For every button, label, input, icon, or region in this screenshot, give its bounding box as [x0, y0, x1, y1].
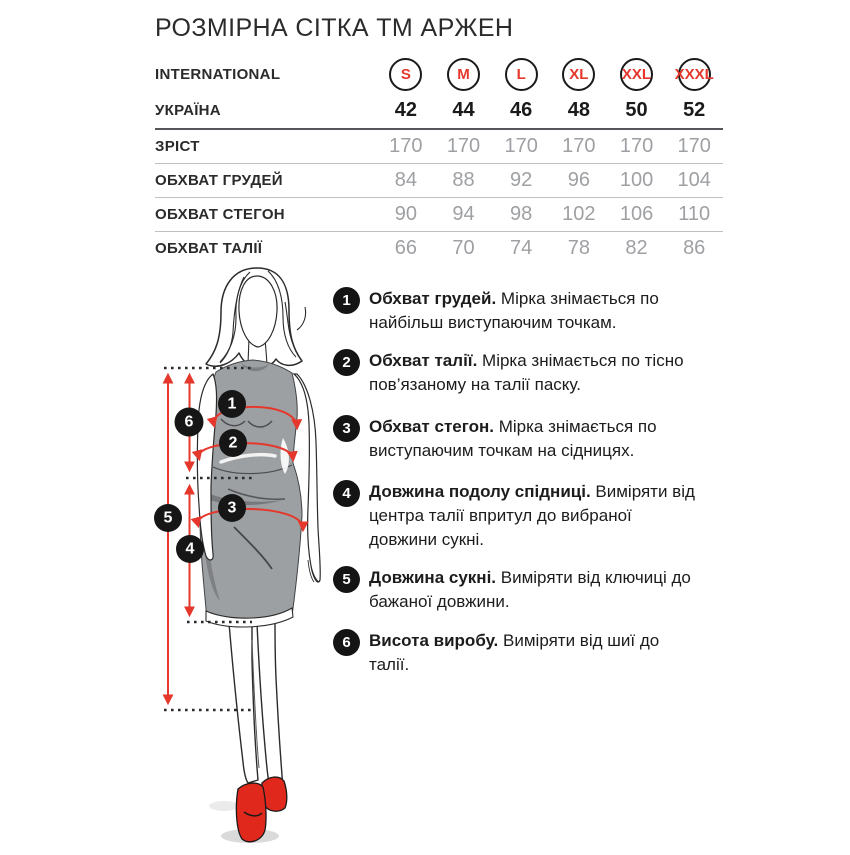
measure-value: 92 [510, 169, 533, 191]
measure-value: 170 [446, 135, 481, 157]
size-badge-label: XXXL [674, 66, 714, 83]
measure-value: 170 [677, 135, 711, 157]
intl-size-cell [492, 58, 550, 91]
table-row-international [155, 56, 723, 93]
legend-desc: Виміряти від ключиці до бажаної довжини. [369, 568, 691, 611]
figure-marker-6 [175, 408, 204, 437]
table-row-chest [155, 163, 723, 197]
figure-marker-3 [218, 494, 246, 522]
size-badge-label: S [400, 66, 411, 83]
legend-term: Висота виробу. [369, 631, 499, 650]
table-row-height [155, 130, 723, 163]
size-table [155, 56, 723, 265]
measure-value: 170 [504, 135, 538, 157]
measure-value: 82 [625, 237, 648, 259]
left-leg [229, 623, 258, 783]
legend-term: Обхват грудей. [369, 289, 497, 308]
figure-marker-5 [154, 504, 182, 532]
row-label-international: INTERNATIONAL [155, 66, 281, 83]
front-shoe [236, 783, 266, 842]
size-badge-label: L [516, 66, 526, 83]
row-label-ukraine: УКРАЇНА [155, 102, 221, 119]
measure-value: 70 [452, 237, 475, 259]
row-label: ОБХВАТ ТАЛІЇ [155, 240, 263, 257]
figure-marker-4 [176, 535, 204, 563]
measure-value: 96 [567, 169, 590, 191]
table-row-hips [155, 197, 723, 231]
legend-text [369, 480, 704, 552]
intl-size-cell [435, 58, 493, 91]
measure-value: 86 [683, 237, 706, 259]
legend-number-badge: 2 [333, 349, 360, 376]
legend-item-hips [333, 415, 704, 463]
measure-value: 88 [452, 169, 475, 191]
legend-item-skirt-length [333, 480, 704, 552]
measure-value: 90 [394, 203, 417, 225]
intl-size-cell [377, 58, 435, 91]
size-badge-label: M [457, 66, 470, 83]
measure-value: 110 [678, 203, 711, 225]
ukraine-size-value: 44 [452, 99, 475, 121]
legend-desc: Мірка знімається по виступаючим точкам на сідницях. [369, 417, 657, 460]
measurements-body [155, 128, 723, 265]
red-shoes [236, 777, 286, 842]
intl-size-cell [665, 58, 723, 91]
size-badge-xxxl [674, 58, 714, 91]
measurement-figure [140, 265, 340, 850]
legend-desc: Мірка знімається по найбільш виступаючим точкам. [369, 289, 659, 332]
marker-label: 4 [185, 540, 195, 558]
measure-value: 100 [619, 169, 654, 191]
measure-value: 74 [510, 237, 533, 259]
marker-label: 1 [227, 395, 237, 413]
ukraine-size-value: 48 [567, 99, 590, 121]
measure-value: 78 [567, 237, 590, 259]
legend-text [369, 349, 704, 397]
ukraine-size-value: 42 [394, 99, 417, 121]
measure-value: 170 [562, 135, 596, 157]
legend-number-badge: 1 [333, 287, 360, 314]
size-badge-label: XXL [621, 66, 652, 83]
legend-term: Довжина сукні. [369, 568, 497, 587]
size-badge-xl [562, 58, 595, 91]
marker-label: 2 [228, 434, 238, 452]
legend-item-chest [333, 287, 704, 335]
legend-number-badge: 4 [333, 480, 360, 507]
table-row-ukraine [155, 93, 723, 128]
legend-desc: Виміряти від шиї до талії. [369, 631, 660, 674]
legend-text [369, 629, 704, 677]
ukraine-size-value: 50 [625, 99, 648, 121]
marker-label: 3 [227, 499, 237, 517]
legend-desc: Виміряти від центра талії впритул до вибраної довжини сукні. [369, 482, 695, 549]
legend-item-waist [333, 349, 704, 397]
size-badge-m [447, 58, 480, 91]
intl-size-cell [608, 58, 666, 91]
row-label: ОБХВАТ СТЕГОН [155, 206, 285, 223]
measure-value: 104 [677, 169, 711, 191]
page-title: РОЗМІРНА СІТКА ТМ АРЖЕН [155, 14, 514, 42]
legend-term: Обхват стегон. [369, 417, 494, 436]
legend-item-dress-length [333, 566, 704, 614]
measure-value: 84 [394, 169, 417, 191]
right-leg [257, 623, 284, 804]
ukraine-size-value: 52 [683, 99, 706, 121]
size-badge-xxl [620, 58, 653, 91]
legend-term: Довжина подолу спідниці. [369, 482, 591, 501]
woman-illustration-svg [140, 265, 340, 850]
legend-item-bodice-height [333, 629, 704, 677]
legend-desc: Мірка знімається по тісно пов’язаному на талії паску. [369, 351, 684, 394]
marker-label: 5 [163, 509, 173, 527]
size-badge-l [505, 58, 538, 91]
legend-number-badge: 6 [333, 629, 360, 656]
legend-text [369, 566, 704, 614]
legend-term: Обхват талії. [369, 351, 478, 370]
marker-label: 6 [184, 413, 194, 431]
legend-text [369, 415, 704, 463]
measure-value: 66 [394, 237, 417, 259]
legend-number-badge: 5 [333, 566, 360, 593]
measure-value: 102 [562, 203, 596, 225]
measure-value: 170 [389, 135, 423, 157]
legend-text [369, 287, 704, 335]
measure-value: 106 [619, 203, 654, 225]
size-badge-s [389, 58, 422, 91]
size-badge-label: XL [569, 66, 589, 83]
table-row-waist [155, 231, 723, 265]
figure-marker-2 [219, 429, 247, 457]
row-label: ЗРІСТ [155, 138, 200, 155]
ukraine-size-value: 46 [510, 99, 533, 121]
legend-number-badge: 3 [333, 415, 360, 442]
measure-value: 98 [510, 203, 533, 225]
measure-value: 94 [452, 203, 475, 225]
measure-value: 170 [619, 135, 654, 157]
figure-marker-1 [218, 390, 246, 418]
row-label: ОБХВАТ ГРУДЕЙ [155, 172, 283, 189]
intl-size-cell [550, 58, 608, 91]
